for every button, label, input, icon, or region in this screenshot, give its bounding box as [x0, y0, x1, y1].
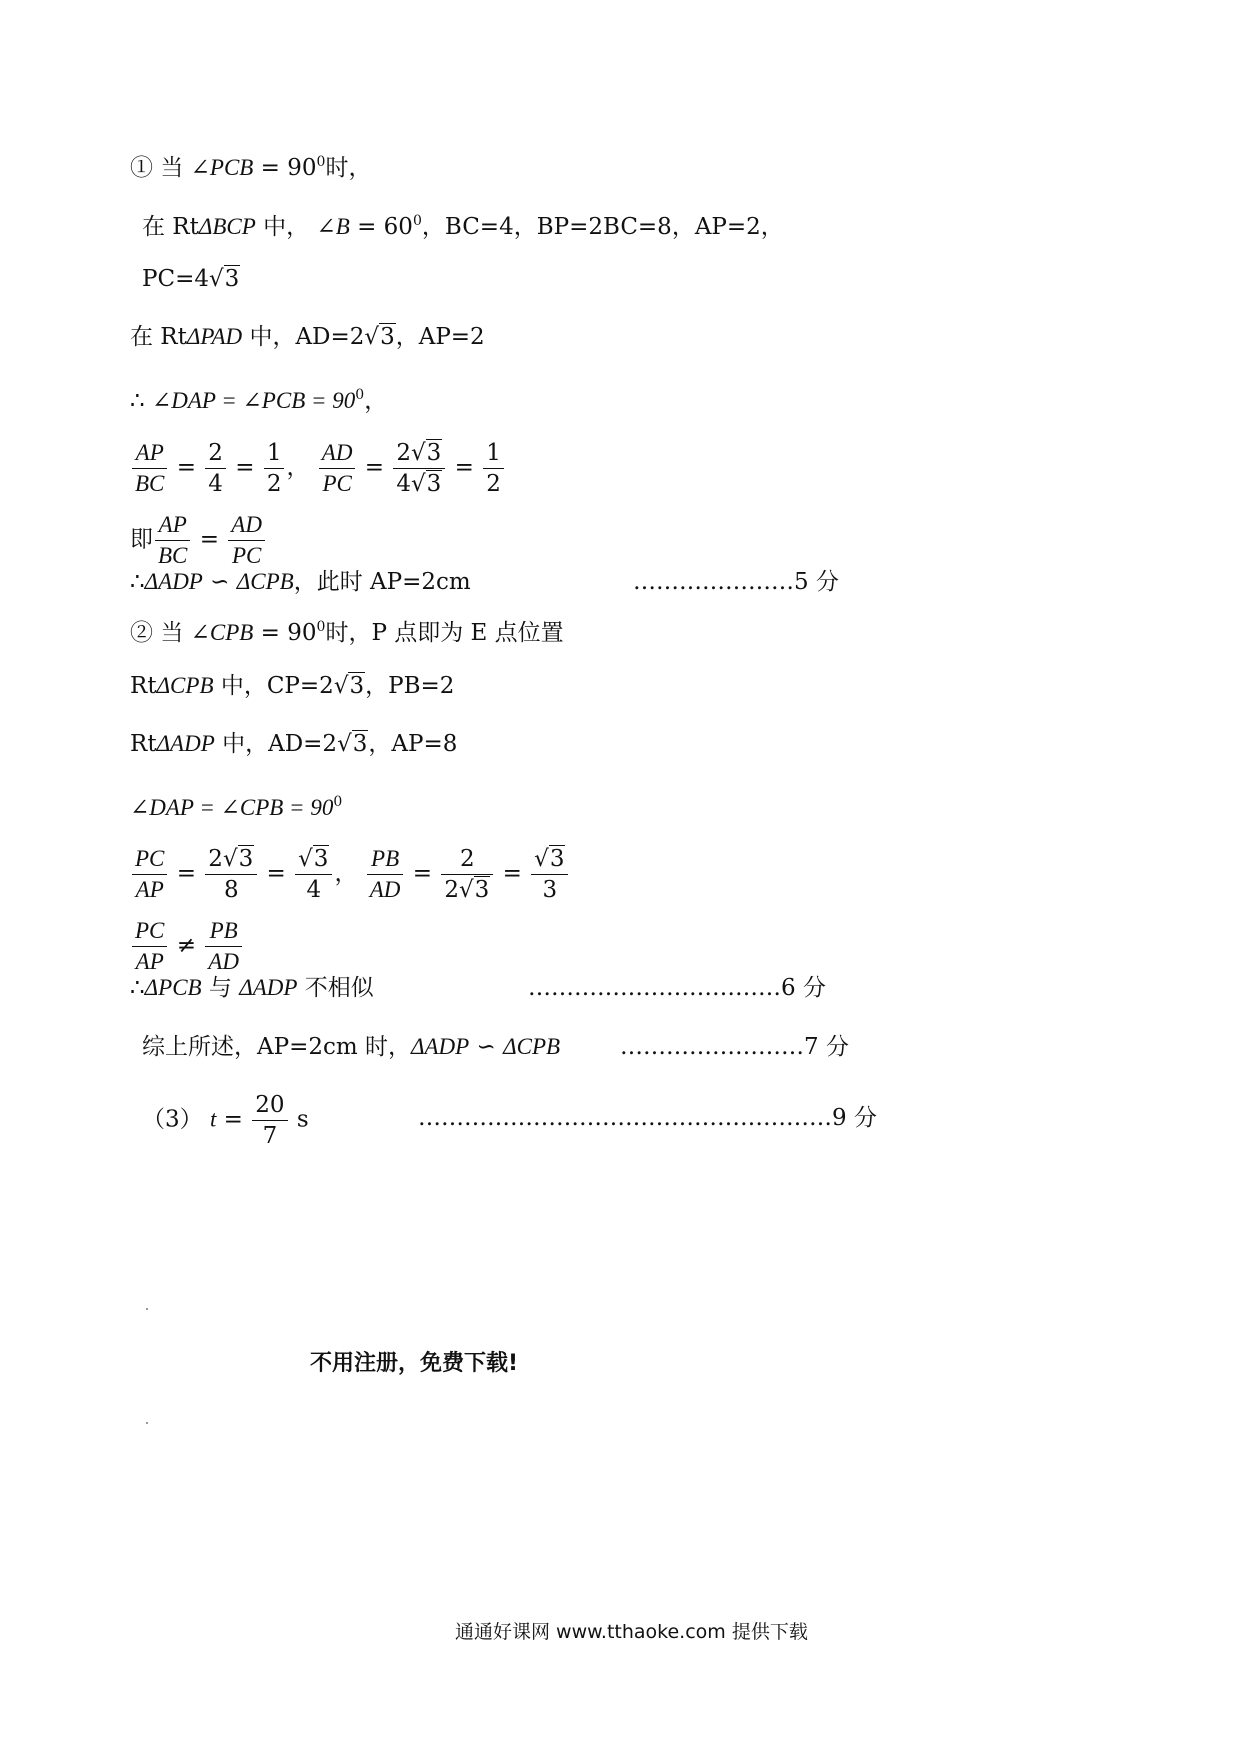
fraction-2-2root3: $\frac{2}{2√3}$ [441, 844, 493, 905]
case1-line5: ∴ ∠DAP = ∠PCB = $90^0$， [130, 387, 388, 414]
sqrt: √3 [364, 324, 395, 350]
case2-ratios: $\frac{PC}{AP}$ = $\frac{2√3}{8}$ = $\frac{√3}{4}$ ， $\frac{PB}{AD}$ = $\frac{2}{2√3}$ = $\frac{√3}{3}$ [130, 844, 570, 905]
page-footer: 通通好课网 www.tthaoke.com 提供下载 [455, 1621, 808, 1643]
case1-line1: ① 当 ∠PCB = $90^0$时， [130, 154, 372, 181]
fraction-ap-bc-2: $\frac{AP}{BC}$ [155, 510, 190, 571]
sqrt: √3 [333, 673, 365, 699]
case2-line3: RtΔADP 中，AD=2√3，AP=8 [130, 728, 457, 760]
summary-line: 综上所述，AP=2cm 时，ΔADP ∽ ΔCPB [142, 1034, 561, 1060]
promo-text: 不用注册，免费下载! [310, 1351, 519, 1376]
scan-speck [146, 1308, 148, 1310]
case2-line4: ∠DAP = ∠CPB = $90^0$ [130, 794, 343, 820]
fraction-ad-pc: $\frac{AD}{PC}$ [319, 438, 356, 499]
fraction-20-7: $\frac{20}{7}$ [252, 1090, 287, 1151]
case1-line4: 在 RtΔPAD 中，AD=2√3，AP=2 [130, 321, 485, 353]
fraction-pc-ap: $\frac{PC}{AP}$ [132, 844, 167, 905]
score-6: ……………………………6 分 [528, 975, 826, 1001]
fraction-ap-bc: $\frac{AP}{BC}$ [132, 438, 167, 499]
score-5: …………………5 分 [633, 569, 839, 595]
part3-line: （3） t = $\frac{20}{7}$ s [142, 1092, 309, 1149]
fraction-2-4: $\frac{2}{4}$ [205, 438, 226, 499]
case2-line7: ∴ΔPCB 与 ΔADP 不相似 [130, 975, 374, 1001]
case1-line3: PC=4√3 [142, 263, 240, 295]
fraction-root3-3: $\frac{√3}{3}$ [531, 844, 568, 905]
sqrt: √3 [337, 731, 368, 757]
case1-ratios: $\frac{AP}{BC}$ = $\frac{2}{4}$ = $\frac{1}{2}$ ， $\frac{AD}{PC}$ = $\frac{2√3}{4√3}$ = $\frac{1}{2}$ [130, 438, 506, 499]
fraction-pc-ap-2: $\frac{PC}{AP}$ [132, 916, 167, 977]
score-7: ……………………7 分 [620, 1034, 849, 1060]
case2-line1: ② 当 ∠CPB = $90^0$时，P 点即为 E 点位置 [130, 619, 564, 646]
fraction-pb-ad: $\frac{PB}{AD}$ [367, 844, 404, 905]
case1-line8: ∴ΔADP ∽ ΔCPB，此时 AP=2cm [130, 569, 471, 595]
case2-line2: RtΔCPB 中，CP=2√3，PB=2 [130, 670, 454, 702]
fraction-ad-pc-2: $\frac{AD}{PC}$ [228, 510, 265, 571]
fraction-root3-4: $\frac{√3}{4}$ [295, 844, 332, 905]
fraction-2root3-8: $\frac{2√3}{8}$ [205, 844, 257, 905]
case2-line6: $\frac{PC}{AP}$ ≠ $\frac{PB}{AD}$ [130, 916, 244, 977]
fraction-root-ratio: $\frac{2√3}{4√3}$ [393, 438, 445, 499]
case1-line2: 在 RtΔBCP 中， ∠B = $60^0$，BC=4，BP=2BC=8，AP=2， [142, 213, 784, 240]
score-9: ………………………………………………9 分 [418, 1105, 877, 1131]
fraction-1-2-b: $\frac{1}{2}$ [483, 438, 504, 499]
fraction-pb-ad-2: $\frac{PB}{AD}$ [205, 916, 242, 977]
case1-line7: 即 $\frac{AP}{BC}$ = $\frac{AD}{PC}$ [130, 510, 267, 571]
fraction-1-2: $\frac{1}{2}$ [264, 438, 285, 499]
scan-speck [146, 1422, 148, 1424]
sqrt: √3 [208, 266, 240, 292]
